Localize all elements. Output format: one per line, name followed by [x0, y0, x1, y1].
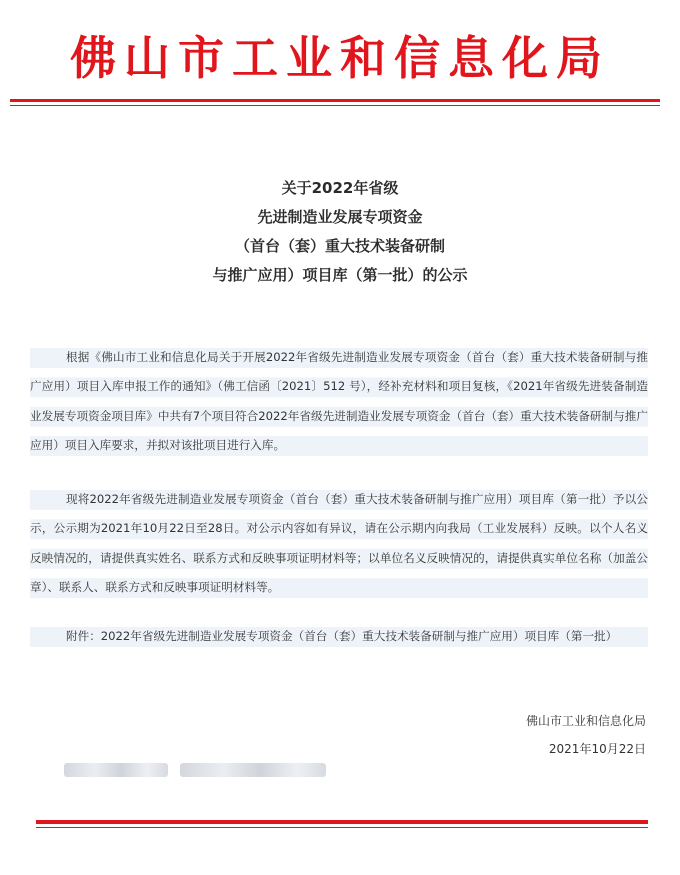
letterhead-rule-thin	[10, 105, 660, 106]
attachment-link[interactable]: 附件：2022年省级先进制造业发展专项资金（首台（套）重大技术装备研制与推广应用）项目库（第一批）	[30, 622, 648, 651]
redacted-text-block	[180, 763, 326, 777]
body-paragraph-basis: 根据《佛山市工业和信息化局关于开展2022年省级先进制造业发展专项资金（首台（套）重大技术装备研制与推广应用）项目入库申报工作的通知》（佛工信函〔2021〕512 号），经补充材料和项目复核，《2021年省级先进装备制造业发展专项资金项目库》中共有7个项目符合2022年省级先进制造业发展专项资金（首台（套）重大技术装备研制与推广应用）项目入库要求，并拟对该批项目进行入库。	[30, 343, 648, 461]
letterhead-title: 佛山市工业和信息化局	[70, 31, 610, 85]
signature-organization: 佛山市工业和信息化局	[525, 714, 646, 728]
signature-date: 2021年10月22日	[548, 742, 646, 756]
notice-title	[0, 174, 680, 290]
body-paragraph-publicity: 现将2022年省级先进制造业发展专项资金（首台（套）重大技术装备研制与推广应用）项目库（第一批）予以公示，公示期为2021年10月22日至28日。对公示内容如有异议，请在公示期内向我局（工业发展科）反映。以个人名义反映情况的，请提供真实姓名、联系方式和反映事项证明材料等；以单位名义反映情况的，请提供真实单位名称（加盖公章）、联系人、联系方式和反映事项证明材料等。	[30, 485, 648, 603]
redacted-text-block	[64, 763, 168, 777]
footer-rule-thick	[36, 820, 648, 824]
notice-title-line-4: 与推广应用）项目库（第一批）的公示	[212, 266, 468, 284]
footer-rule-thin	[36, 827, 648, 828]
notice-title-line-1: 关于2022年省级	[281, 179, 399, 197]
letterhead-rule-thick	[10, 99, 660, 102]
notice-title-line-3: （首台（套）重大技术装备研制	[234, 237, 445, 255]
notice-title-line-2: 先进制造业发展专项资金	[257, 208, 423, 226]
